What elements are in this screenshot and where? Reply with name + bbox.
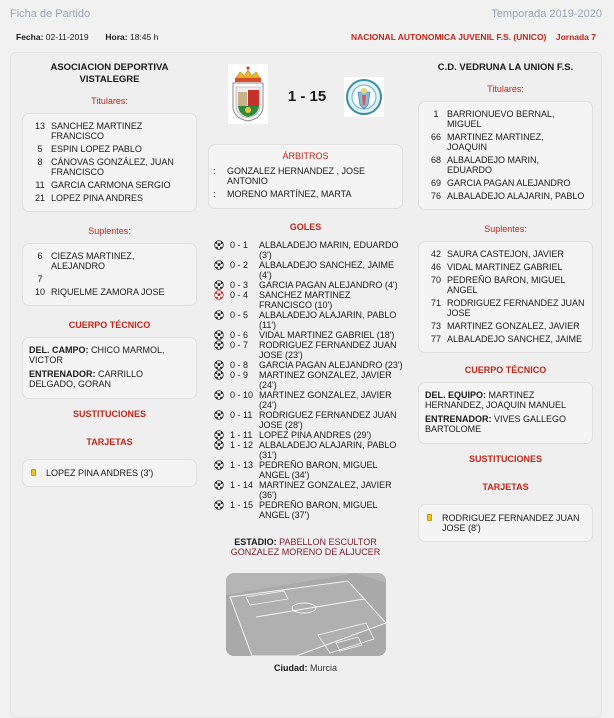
pitch-image (226, 573, 386, 656)
away-staff-title: CUERPO TÉCNICO (464, 365, 547, 375)
stadium-info (208, 537, 403, 557)
goal-score: 0 - 10 (230, 390, 254, 400)
vistalegre-crest-icon (228, 64, 268, 124)
player-row (29, 274, 190, 284)
goal-score: 1 - 11 (230, 430, 253, 440)
referee-row (213, 166, 398, 186)
goal-score: 0 - 6 (230, 330, 249, 340)
player-number: 7 (37, 274, 43, 284)
goal-scorer: MARTINEZ GONZALEZ, JAVIER (24') (259, 390, 392, 410)
soccer-ball-icon (214, 240, 224, 250)
city-info (208, 663, 403, 673)
player-row (425, 262, 586, 272)
home-cards-list (22, 459, 197, 487)
goal-score: 1 - 15 (230, 500, 254, 510)
away-team-name: C.D. VEDRUNA LA UNION F.S. (437, 62, 574, 73)
staff-row (29, 369, 190, 389)
staff-name: CHICO MARMOL, VICTOR (29, 345, 165, 365)
goal-scorer: MARTINEZ GONZALEZ, JAVIER (36') (259, 480, 392, 500)
goal-row (208, 330, 403, 340)
goal-score: 0 - 4 (230, 290, 249, 300)
home-starters-title: Titulares: (91, 96, 128, 106)
player-name: LOPEZ PINA ANDRES (51, 193, 144, 203)
match-center-column (208, 62, 403, 673)
player-name: GARCIA CARMONA SERGIO (51, 180, 171, 190)
player-row (425, 109, 586, 129)
goal-scorer: GARCIA PAGAN ALEJANDRO (23') (259, 360, 403, 370)
home-staff-list (22, 337, 197, 399)
player-name (51, 274, 190, 284)
player-row (425, 155, 586, 175)
date-value: 02-11-2019 (45, 32, 89, 42)
stadium-name: PABELLON ESCULTOR GONZALEZ MORENO DE ALJUCER (230, 537, 381, 557)
staff-name: MARTINEZ HERNANDEZ, JOAQUIN MANUEL (425, 390, 567, 410)
player-name: BARRIONUEVO BERNAL, MIGUEL (447, 109, 555, 129)
staff-colon: : (488, 414, 495, 424)
goal-scorer: GARCIA PAGAN ALEJANDRO (4') (259, 280, 398, 290)
city-label: Ciudad: (273, 663, 308, 673)
goal-scorer: RODRIGUEZ FERNANDEZ JUAN JOSE (28') (259, 410, 397, 430)
player-name: ESPIN LOPEZ PABLO (51, 144, 142, 154)
away-team-column (418, 62, 593, 542)
player-number: 11 (35, 180, 45, 190)
player-number: 77 (430, 334, 441, 344)
goal-score: 1 - 14 (230, 480, 254, 490)
referee-prefix: : (213, 189, 216, 199)
player-number: 21 (34, 193, 45, 203)
soccer-ball-icon (214, 340, 224, 350)
goal-row (208, 340, 403, 360)
soccer-ball-icon (214, 500, 224, 510)
player-row (29, 287, 190, 297)
card-row (29, 465, 190, 481)
goal-score: 0 - 3 (230, 280, 249, 290)
staff-role: DEL. EQUIPO (425, 390, 484, 400)
player-name: CIEZAS MARTINEZ, ALEJANDRO (51, 251, 135, 271)
goal-scorer: MARTINEZ GONZALEZ, JAVIER (24') (259, 370, 392, 390)
player-name: ALBALADEJO MARIN, EDUARDO (447, 155, 540, 175)
pitch-illustration-icon (226, 573, 386, 656)
soccer-ball-icon (214, 460, 224, 470)
staff-role: ENTRENADOR (29, 369, 93, 379)
soccer-ball-icon (214, 330, 224, 340)
competition-name: NACIONAL AUTONOMICA JUVENIL F.S. (UNICO) (351, 32, 547, 42)
goals-title: GOLES (289, 222, 322, 232)
player-number: 13 (34, 121, 45, 131)
away-subs-list (418, 241, 593, 353)
player-number: 5 (37, 144, 43, 154)
staff-name: CARRILLO DELGADO, GORAN (29, 369, 144, 389)
player-name: RIQUELME ZAMORA JOSE (51, 287, 165, 297)
player-name: ALBALADEJO SANCHEZ, JAIME (447, 334, 583, 344)
goal-row (208, 410, 403, 430)
staff-role: DEL. CAMPO (29, 345, 86, 355)
home-cards-title: TARJETAS (86, 437, 133, 447)
referees-box (208, 144, 403, 209)
home-subs-list (22, 243, 197, 306)
referees-list (213, 166, 398, 199)
player-row (425, 178, 586, 188)
referee-prefix: : (213, 166, 216, 176)
final-score: 1 - 15 (287, 88, 327, 105)
player-row (425, 298, 586, 318)
staff-colon: : (85, 345, 92, 355)
card-row (425, 510, 586, 536)
goal-row (208, 310, 403, 330)
away-cards-list (418, 504, 593, 542)
player-name: CÁNOVAS GONZÁLEZ, JUAN FRANCISCO (51, 157, 174, 177)
player-name: MARTINEZ MARTINEZ, JOAQUIN (447, 132, 544, 152)
player-name: SAURA CASTEJON, JAVIER (447, 249, 564, 259)
away-subs-title: Suplentes: (484, 224, 527, 234)
soccer-ball-icon (214, 360, 224, 370)
player-number: 68 (430, 155, 441, 165)
goal-row (208, 370, 403, 390)
player-name: RODRIGUEZ FERNANDEZ JUAN JOSE (447, 298, 585, 318)
player-row (425, 191, 586, 201)
soccer-ball-icon (214, 370, 224, 380)
round-label: Jornada 7 (555, 32, 596, 42)
goal-scorer: ALBALADEJO ALAJARIN, PABLO (31') (259, 440, 397, 460)
competition-info (351, 32, 596, 42)
goal-score: 0 - 1 (230, 240, 249, 250)
player-name: SANCHEZ MARTINEZ FRANCISCO (51, 121, 143, 141)
away-starters-list (418, 101, 593, 210)
player-number: 69 (430, 178, 441, 188)
player-row (29, 180, 190, 190)
referee-name: GONZALEZ HERNANDEZ , JOSE ANTONIO (227, 166, 366, 186)
staff-row (425, 414, 586, 434)
player-row (29, 157, 190, 177)
home-substitutions-title: SUSTITUCIONES (72, 409, 146, 419)
goal-row (208, 440, 403, 460)
referees-title: ÁRBITROS (282, 151, 329, 161)
player-number: 1 (433, 109, 439, 119)
goal-row (208, 480, 403, 500)
match-datetime (16, 32, 158, 42)
player-row (29, 121, 190, 141)
goal-scorer: LOPEZ PINA ANDRES (29') (259, 430, 372, 440)
goal-score: 1 - 12 (230, 440, 254, 450)
goals-list (208, 240, 403, 520)
yellow-card-icon (427, 514, 432, 521)
goal-row (208, 500, 403, 520)
player-number: 10 (34, 287, 45, 297)
date-label: Fecha: (16, 32, 44, 42)
goal-score: 0 - 2 (230, 260, 249, 270)
soccer-ball-icon (214, 260, 224, 270)
goal-score: 0 - 9 (230, 370, 249, 380)
staff-colon: : (92, 369, 99, 379)
goal-scorer: SANCHEZ MARTINEZ FRANCISCO (10') (259, 290, 351, 310)
goal-scorer: ALBALADEJO MARIN, EDUARDO (3') (259, 240, 399, 260)
goal-score: 0 - 7 (230, 340, 249, 350)
scoreboard (208, 62, 403, 132)
own-goal-ball-icon (214, 290, 224, 300)
soccer-ball-icon (214, 430, 224, 440)
staff-role: ENTRENADOR (425, 414, 489, 424)
soccer-ball-icon (214, 440, 224, 450)
player-name: ALBALADEJO ALAJARIN, PABLO (447, 191, 585, 201)
goal-scorer: VIDAL MARTINEZ GABRIEL (18') (259, 330, 395, 340)
goal-scorer: RODRIGUEZ FERNANDEZ JUAN JOSE (23') (259, 340, 397, 360)
home-staff-title: CUERPO TÉCNICO (68, 320, 151, 330)
soccer-ball-icon (214, 310, 224, 320)
player-name: MARTINEZ GONZALEZ, JAVIER (447, 321, 580, 331)
goal-scorer: ALBALADEJO SANCHEZ, JAIME (4') (259, 260, 395, 280)
stadium-label: ESTADIO: (234, 537, 277, 547)
home-team-column (22, 62, 197, 487)
player-number: 6 (37, 251, 43, 261)
player-number: 46 (430, 262, 441, 272)
goal-row (208, 460, 403, 480)
goal-scorer: PEDREÑO BARON, MIGUEL ANGEL (37') (259, 500, 378, 520)
player-row (425, 249, 586, 259)
goal-row (208, 280, 403, 290)
goal-row (208, 260, 403, 280)
staff-colon: : (483, 390, 489, 400)
player-number: 71 (430, 298, 441, 308)
staff-row (425, 390, 586, 410)
player-row (425, 132, 586, 152)
staff-name: VIVES GALLEGO BARTOLOME (425, 414, 567, 434)
goal-score: 0 - 8 (230, 360, 249, 370)
goal-scorer: ALBALADEJO ALAJARIN, PABLO (11') (259, 310, 397, 330)
player-number: 76 (430, 191, 441, 201)
away-cards-title: TARJETAS (482, 482, 529, 492)
goal-row (208, 430, 403, 440)
soccer-ball-icon (214, 280, 224, 290)
player-number: 70 (430, 275, 441, 285)
referee-row (213, 189, 398, 199)
goal-scorer: PEDREÑO BARON, MIGUEL ANGEL (34') (259, 460, 378, 480)
goal-score: 1 - 13 (230, 460, 254, 470)
player-number: 66 (430, 132, 441, 142)
goal-score: 0 - 5 (230, 310, 249, 320)
player-row (425, 321, 586, 331)
staff-row (29, 345, 190, 365)
soccer-ball-icon (214, 390, 224, 400)
soccer-ball-icon (214, 410, 224, 420)
goal-row (208, 390, 403, 410)
player-name: GARCIA PAGAN ALEJANDRO (447, 178, 571, 188)
soccer-ball-icon (214, 480, 224, 490)
home-subs-title: Suplentes: (88, 226, 131, 236)
season-label: Temporada 2019-2020 (491, 8, 602, 20)
city-name: Murcia (310, 663, 338, 673)
card-player: LOPEZ PINA ANDRES (3') (46, 468, 154, 478)
home-team-name: ASOCIACION DEPORTIVA VISTALEGRE (50, 62, 169, 85)
goal-row (208, 360, 403, 370)
player-row (425, 334, 586, 344)
referee-name: MORENO MARTÍNEZ, MARTA (227, 189, 352, 199)
away-staff-list (418, 382, 593, 444)
time-label: Hora: (105, 32, 128, 42)
time-value: 18:45 h (129, 32, 159, 42)
goal-row (208, 290, 403, 310)
player-row (29, 144, 190, 154)
page-title: Ficha de Partido (10, 8, 91, 20)
player-row (29, 251, 190, 271)
away-starters-title: Titulares: (487, 84, 524, 94)
player-row (29, 193, 190, 203)
goal-score: 0 - 11 (230, 410, 253, 420)
away-substitutions-title: SUSTITUCIONES (468, 454, 542, 464)
player-name: PEDREÑO BARON, MIGUEL ANGEL (447, 275, 566, 295)
player-number: 8 (37, 157, 43, 167)
player-number: 42 (430, 249, 441, 259)
home-starters-list (22, 113, 197, 212)
goal-row (208, 240, 403, 260)
card-player: RODRIGUEZ FERNANDEZ JUAN JOSE (8') (442, 513, 580, 533)
player-name: VIDAL MARTINEZ GABRIEL (447, 262, 563, 272)
yellow-card-icon (31, 469, 36, 476)
player-number: 73 (430, 321, 441, 331)
player-row (425, 275, 586, 295)
vedruna-crest-icon (344, 77, 384, 117)
